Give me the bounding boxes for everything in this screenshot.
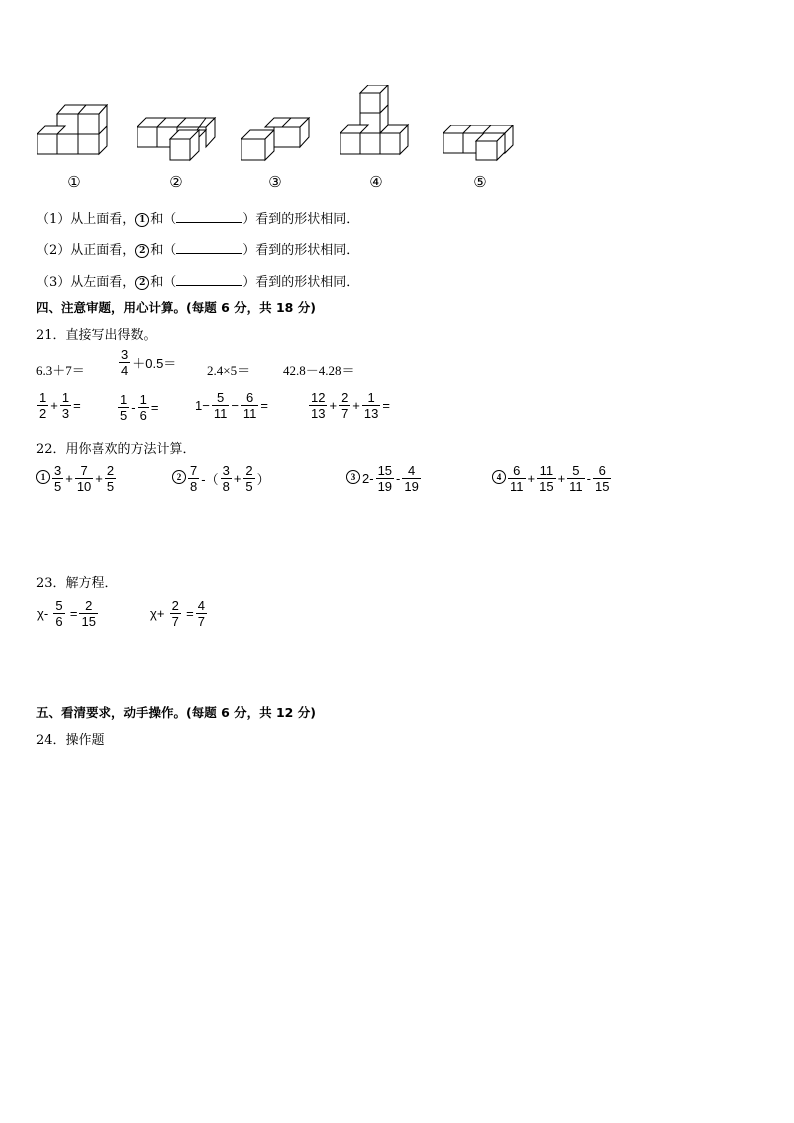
cube-figure-3	[241, 117, 313, 163]
section-5-heading: 五、看清要求，动手操作。(每题 6 分，共 12 分)	[36, 705, 316, 720]
cube-figure-5	[443, 125, 517, 163]
figure-label-2: ②	[169, 173, 183, 191]
cube-figure-2	[137, 117, 219, 163]
q21-d: 42.8－4.28＝	[283, 363, 355, 378]
q23-eq1: χ- $\frac{5}{6}$ = $\frac{2}{15}$	[37, 598, 96, 629]
q21-h: $\frac{12}{13}$ + $\frac{2}{7}$ + $\frac{1}{13}$ =	[311, 390, 390, 421]
q21-c: 2.4×5＝	[207, 363, 251, 378]
view-question-1: （1）从上面看， 1 和（ ）看到的形状相同．	[36, 212, 360, 227]
q21-b: $\frac{3}{4}$ ＋0.5＝	[121, 347, 177, 378]
q21-a: 6.3＋7＝	[36, 363, 85, 378]
figure-label-5: ⑤	[473, 173, 487, 191]
question-23: 23．解方程．	[36, 576, 118, 591]
answer-blank-2[interactable]	[176, 241, 242, 254]
question-21: 21．直接写出得数。	[36, 328, 157, 343]
q21-g: 1− $\frac{5}{11}$ − $\frac{6}{11}$ =	[195, 390, 269, 421]
q22-p3: 3 2- $\frac{15}{19}$ - $\frac{4}{19}$	[346, 463, 422, 494]
answer-blank-3[interactable]	[176, 273, 242, 286]
q22-p1: 1 $\frac{3}{5}$ + $\frac{7}{10}$ + $\frac{2}{5}$	[36, 463, 117, 494]
view-question-3: （3）从左面看， 2 和（ ）看到的形状相同．	[36, 275, 360, 290]
question-24: 24．操作题	[36, 733, 105, 748]
q22-p4: 4 $\frac{6}{11}$ + $\frac{11}{15}$ + $\frac{5}{11}$ - $\frac{6}{15}$	[492, 463, 612, 494]
q21-e: $\frac{1}{2}$ + $\frac{1}{3}$ =	[39, 390, 81, 421]
section-4-heading: 四、注意审题，用心计算。(每题 6 分，共 18 分)	[36, 300, 316, 315]
q22-p2: 2 $\frac{7}{8}$ -（ $\frac{3}{8}$ + $\frac{2}{5}$ ）	[172, 463, 271, 494]
answer-blank-1[interactable]	[176, 210, 242, 223]
cube-figure-1	[37, 104, 112, 156]
cube-figure-4	[340, 85, 412, 157]
figure-label-1: ①	[67, 173, 81, 191]
question-22: 22．用你喜欢的方法计算．	[36, 442, 196, 457]
q23-eq2: χ+ $\frac{2}{7}$ = $\frac{4}{7}$	[150, 598, 205, 629]
view-question-2: （2）从正面看， 2 和（ ）看到的形状相同．	[36, 243, 360, 258]
q21-f: $\frac{1}{5}$ - $\frac{1}{6}$ =	[120, 392, 159, 423]
figure-label-4: ④	[369, 173, 383, 191]
figure-label-3: ③	[268, 173, 282, 191]
